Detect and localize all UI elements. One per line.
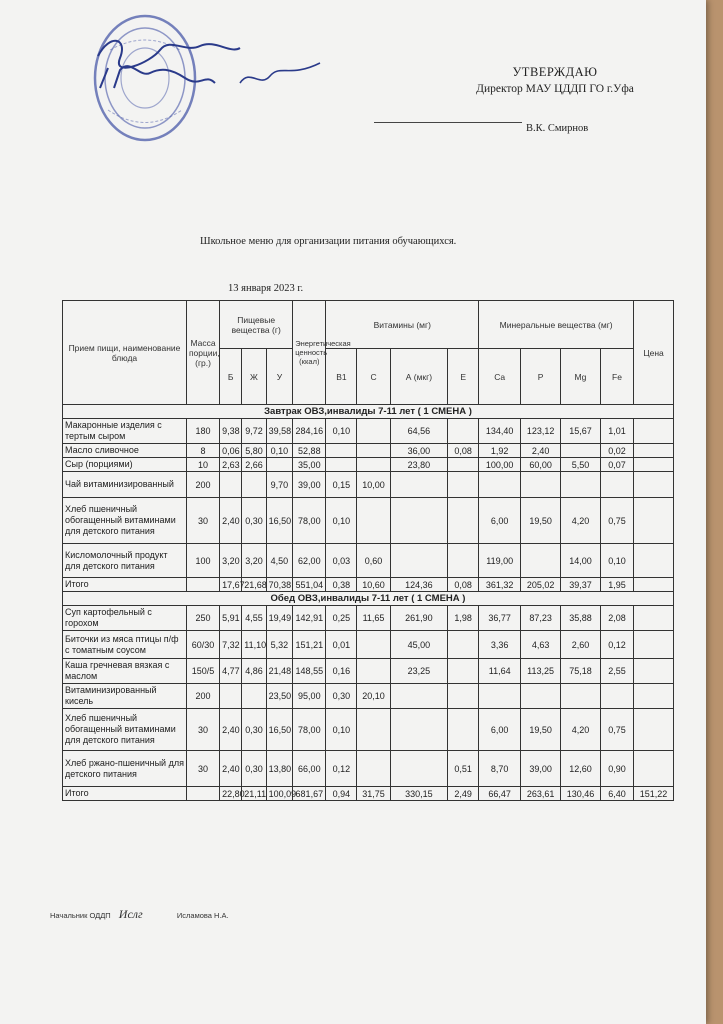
header-ca: Ca <box>479 349 521 405</box>
total-u: 100,09 <box>266 787 293 801</box>
cell-p: 87,23 <box>521 606 561 631</box>
cell-b1: 0,03 <box>326 544 357 578</box>
cell-price <box>634 606 674 631</box>
total-mass <box>186 787 219 801</box>
cell-ca <box>479 472 521 498</box>
cell-c <box>357 659 390 684</box>
header-mass: Масса порции, (гр.) <box>186 301 219 405</box>
header-p: P <box>521 349 561 405</box>
cell-energy: 78,00 <box>293 498 326 544</box>
cell-a: 64,56 <box>390 419 448 444</box>
cell-fe: 0,12 <box>600 631 633 659</box>
cell-price <box>634 419 674 444</box>
total-p: 263,61 <box>521 787 561 801</box>
cell-fe: 0,90 <box>600 751 633 787</box>
total-mass <box>186 578 219 592</box>
total-a: 330,15 <box>390 787 448 801</box>
cell-zh <box>242 684 266 709</box>
cell-e <box>448 544 479 578</box>
cell-b1: 0,30 <box>326 684 357 709</box>
cell-price <box>634 631 674 659</box>
cell-price <box>634 709 674 751</box>
cell-u: 16,50 <box>266 498 293 544</box>
cell-b: 2,40 <box>220 751 242 787</box>
cell-b: 7,32 <box>220 631 242 659</box>
cell-c <box>357 751 390 787</box>
header-e: Е <box>448 349 479 405</box>
total-b: 22,80 <box>220 787 242 801</box>
header-fe: Fe <box>600 349 633 405</box>
section-header-row <box>63 405 674 419</box>
cell-ca: 134,40 <box>479 419 521 444</box>
header-energy: Энергетическая ценность (ккал) <box>293 301 326 405</box>
cell-u: 0,10 <box>266 444 293 458</box>
total-u: 70,38 <box>266 578 293 592</box>
cell-zh: 9,72 <box>242 419 266 444</box>
cell-c: 20,10 <box>357 684 390 709</box>
approval-block <box>440 64 670 98</box>
dish-name: Хлеб пшеничный обогащенный витаминами для детского питания <box>63 498 187 544</box>
cell-c: 10,00 <box>357 472 390 498</box>
total-zh: 21,11 <box>242 787 266 801</box>
section-header-row <box>63 592 674 606</box>
total-b1: 0,94 <box>326 787 357 801</box>
cell-energy: 142,91 <box>293 606 326 631</box>
cell-a: 23,80 <box>390 458 448 472</box>
approval-handwritten-signature <box>90 28 330 108</box>
cell-ca: 1,92 <box>479 444 521 458</box>
total-mg: 39,37 <box>561 578 601 592</box>
cell-e: 0,08 <box>448 444 479 458</box>
cell-fe <box>600 472 633 498</box>
cell-a <box>390 751 448 787</box>
cell-fe: 2,08 <box>600 606 633 631</box>
cell-e <box>448 498 479 544</box>
total-label: Итого <box>63 578 187 592</box>
cell-c: 11,65 <box>357 606 390 631</box>
footer-signoff <box>50 907 229 922</box>
cell-b: 2,40 <box>220 709 242 751</box>
cell-p: 113,25 <box>521 659 561 684</box>
cell-fe: 0,75 <box>600 709 633 751</box>
cell-ca: 3,36 <box>479 631 521 659</box>
cell-u: 9,70 <box>266 472 293 498</box>
cell-c <box>357 458 390 472</box>
cell-b: 4,77 <box>220 659 242 684</box>
cell-mass: 200 <box>186 684 219 709</box>
table-row <box>63 709 674 751</box>
cell-b <box>220 684 242 709</box>
total-row <box>63 787 674 801</box>
dish-name: Кисломолочный продукт для детского питания <box>63 544 187 578</box>
cell-e <box>448 709 479 751</box>
cell-b: 2,40 <box>220 498 242 544</box>
document-date: 13 января 2023 г. <box>228 283 304 294</box>
header-vitamins: Витамины (мг) <box>326 301 479 349</box>
table-row <box>63 684 674 709</box>
cell-b: 0,06 <box>220 444 242 458</box>
cell-price <box>634 458 674 472</box>
cell-energy: 284,16 <box>293 419 326 444</box>
cell-energy: 151,21 <box>293 631 326 659</box>
cell-p <box>521 544 561 578</box>
cell-fe: 2,55 <box>600 659 633 684</box>
section-title: Завтрак ОВЗ,инвалиды 7-11 лет ( 1 СМЕНА ) <box>63 405 674 419</box>
cell-price <box>634 544 674 578</box>
footer-name: Исламова Н.А. <box>176 911 229 920</box>
section-title: Обед ОВЗ,инвалиды 7-11 лет ( 1 СМЕНА ) <box>63 592 674 606</box>
cell-zh: 3,20 <box>242 544 266 578</box>
menu-table <box>62 300 674 801</box>
cell-zh: 2,66 <box>242 458 266 472</box>
total-price <box>634 578 674 592</box>
dish-name: Макаронные изделия с тертым сыром <box>63 419 187 444</box>
cell-price <box>634 751 674 787</box>
cell-mass: 10 <box>186 458 219 472</box>
cell-e: 1,98 <box>448 606 479 631</box>
cell-a: 261,90 <box>390 606 448 631</box>
total-a: 124,36 <box>390 578 448 592</box>
cell-a <box>390 544 448 578</box>
total-e: 0,08 <box>448 578 479 592</box>
cell-b1 <box>326 458 357 472</box>
cell-ca: 119,00 <box>479 544 521 578</box>
total-zh: 21,68 <box>242 578 266 592</box>
header-zh: Ж <box>242 349 266 405</box>
cell-a <box>390 709 448 751</box>
cell-price <box>634 498 674 544</box>
cell-mass: 30 <box>186 498 219 544</box>
cell-a <box>390 684 448 709</box>
table-row <box>63 751 674 787</box>
dish-name: Хлеб ржано-пшеничный для детского питания <box>63 751 187 787</box>
cell-energy: 52,88 <box>293 444 326 458</box>
cell-mg: 15,67 <box>561 419 601 444</box>
total-energy: 681,67 <box>293 787 326 801</box>
cell-b1: 0,10 <box>326 498 357 544</box>
cell-p: 39,00 <box>521 751 561 787</box>
header-minerals: Минеральные вещества (мг) <box>479 301 634 349</box>
header-mg: Mg <box>561 349 601 405</box>
cell-mg <box>561 684 601 709</box>
cell-zh: 0,30 <box>242 709 266 751</box>
total-row <box>63 578 674 592</box>
cell-u: 5,32 <box>266 631 293 659</box>
cell-mg: 4,20 <box>561 709 601 751</box>
cell-mass: 150/5 <box>186 659 219 684</box>
table-row <box>63 458 674 472</box>
total-mg: 130,46 <box>561 787 601 801</box>
cell-a: 45,00 <box>390 631 448 659</box>
cell-mass: 30 <box>186 709 219 751</box>
approval-position: Директор МАУ ЦДДП ГО г.Уфа <box>476 83 634 95</box>
table-row <box>63 631 674 659</box>
cell-mg: 4,20 <box>561 498 601 544</box>
total-ca: 361,32 <box>479 578 521 592</box>
cell-ca: 6,00 <box>479 709 521 751</box>
cell-b1: 0,10 <box>326 419 357 444</box>
cell-zh: 5,80 <box>242 444 266 458</box>
cell-mg: 5,50 <box>561 458 601 472</box>
cell-ca <box>479 684 521 709</box>
cell-ca: 6,00 <box>479 498 521 544</box>
total-e: 2,49 <box>448 787 479 801</box>
total-energy: 551,04 <box>293 578 326 592</box>
cell-p <box>521 472 561 498</box>
cell-mass: 100 <box>186 544 219 578</box>
cell-mass: 250 <box>186 606 219 631</box>
header-price: Цена <box>634 301 674 405</box>
header-u: У <box>266 349 293 405</box>
cell-e <box>448 419 479 444</box>
cell-u: 23,50 <box>266 684 293 709</box>
cell-a: 36,00 <box>390 444 448 458</box>
cell-u: 13,80 <box>266 751 293 787</box>
header-c: С <box>357 349 390 405</box>
cell-mg: 12,60 <box>561 751 601 787</box>
total-fe: 6,40 <box>600 787 633 801</box>
cell-c <box>357 709 390 751</box>
cell-energy: 66,00 <box>293 751 326 787</box>
cell-b: 2,63 <box>220 458 242 472</box>
cell-b1: 0,16 <box>326 659 357 684</box>
cell-p <box>521 684 561 709</box>
total-c: 31,75 <box>357 787 390 801</box>
cell-c <box>357 498 390 544</box>
cell-ca: 100,00 <box>479 458 521 472</box>
cell-mass: 8 <box>186 444 219 458</box>
dish-name: Масло сливочное <box>63 444 187 458</box>
cell-c <box>357 631 390 659</box>
approval-title: УТВЕРЖДАЮ <box>512 65 598 79</box>
cell-energy: 62,00 <box>293 544 326 578</box>
cell-p: 2,40 <box>521 444 561 458</box>
cell-fe: 0,07 <box>600 458 633 472</box>
dish-name: Сыр (порциями) <box>63 458 187 472</box>
header-nutrients: Пищевые вещества (г) <box>220 301 293 349</box>
cell-b1: 0,12 <box>326 751 357 787</box>
cell-zh: 0,30 <box>242 751 266 787</box>
document-title: Школьное меню для организации питания обучающихся. <box>200 236 457 247</box>
total-label: Итого <box>63 787 187 801</box>
cell-mass: 30 <box>186 751 219 787</box>
cell-zh: 11,10 <box>242 631 266 659</box>
cell-fe: 0,02 <box>600 444 633 458</box>
cell-e <box>448 659 479 684</box>
cell-mg: 75,18 <box>561 659 601 684</box>
table-row <box>63 544 674 578</box>
cell-energy: 148,55 <box>293 659 326 684</box>
cell-u: 4,50 <box>266 544 293 578</box>
header-b1: В1 <box>326 349 357 405</box>
cell-zh: 4,55 <box>242 606 266 631</box>
cell-a: 23,25 <box>390 659 448 684</box>
cell-energy: 35,00 <box>293 458 326 472</box>
total-fe: 1,95 <box>600 578 633 592</box>
cell-b1: 0,01 <box>326 631 357 659</box>
cell-price <box>634 444 674 458</box>
cell-ca: 8,70 <box>479 751 521 787</box>
cell-b1: 0,25 <box>326 606 357 631</box>
cell-b1: 0,15 <box>326 472 357 498</box>
cell-fe: 1,01 <box>600 419 633 444</box>
cell-u: 21,48 <box>266 659 293 684</box>
cell-p: 19,50 <box>521 498 561 544</box>
cell-energy: 39,00 <box>293 472 326 498</box>
dish-name: Каша гречневая вязкая с маслом <box>63 659 187 684</box>
cell-mg: 2,60 <box>561 631 601 659</box>
cell-u: 39,58 <box>266 419 293 444</box>
cell-price <box>634 684 674 709</box>
cell-price <box>634 472 674 498</box>
cell-mass: 200 <box>186 472 219 498</box>
cell-c <box>357 444 390 458</box>
dish-name: Биточки из мяса птицы п/ф с томатным соусом <box>63 631 187 659</box>
cell-c: 0,60 <box>357 544 390 578</box>
cell-energy: 95,00 <box>293 684 326 709</box>
cell-e <box>448 472 479 498</box>
cell-ca: 11,64 <box>479 659 521 684</box>
header-a: А (мкг) <box>390 349 448 405</box>
menu-table-body <box>63 405 674 801</box>
cell-mass: 60/30 <box>186 631 219 659</box>
approval-name: В.К. Смирнов <box>526 123 589 134</box>
cell-fe <box>600 684 633 709</box>
table-row <box>63 444 674 458</box>
total-b: 17,67 <box>220 578 242 592</box>
cell-fe: 0,75 <box>600 498 633 544</box>
cell-p: 123,12 <box>521 419 561 444</box>
cell-b1 <box>326 444 357 458</box>
cell-ca: 36,77 <box>479 606 521 631</box>
footer-signature: Ислг <box>118 907 143 921</box>
total-b1: 0,38 <box>326 578 357 592</box>
total-p: 205,02 <box>521 578 561 592</box>
total-ca: 66,47 <box>479 787 521 801</box>
total-price: 151,22 <box>634 787 674 801</box>
cell-mass: 180 <box>186 419 219 444</box>
cell-mg <box>561 444 601 458</box>
cell-zh: 0,30 <box>242 498 266 544</box>
cell-e <box>448 458 479 472</box>
footer-position: Начальник ОДДП <box>50 911 111 920</box>
cell-mg: 14,00 <box>561 544 601 578</box>
cell-zh: 4,86 <box>242 659 266 684</box>
cell-u: 16,50 <box>266 709 293 751</box>
table-row <box>63 659 674 684</box>
cell-u <box>266 458 293 472</box>
table-row <box>63 498 674 544</box>
dish-name: Хлеб пшеничный обогащенный витаминами для детского питания <box>63 709 187 751</box>
cell-a <box>390 498 448 544</box>
dish-name: Чай витаминизированный <box>63 472 187 498</box>
cell-mg: 35,88 <box>561 606 601 631</box>
approval-signature-line <box>374 122 522 123</box>
cell-p: 4,63 <box>521 631 561 659</box>
cell-c <box>357 419 390 444</box>
cell-energy: 78,00 <box>293 709 326 751</box>
cell-e <box>448 684 479 709</box>
total-c: 10,60 <box>357 578 390 592</box>
cell-zh <box>242 472 266 498</box>
cell-b1: 0,10 <box>326 709 357 751</box>
cell-b <box>220 472 242 498</box>
cell-b: 5,91 <box>220 606 242 631</box>
table-row <box>63 419 674 444</box>
cell-p: 19,50 <box>521 709 561 751</box>
dish-name: Витаминизированный кисель <box>63 684 187 709</box>
cell-price <box>634 659 674 684</box>
header-dish: Прием пищи, наименование блюда <box>63 301 187 405</box>
cell-mg <box>561 472 601 498</box>
cell-e <box>448 631 479 659</box>
dish-name: Суп картофельный с горохом <box>63 606 187 631</box>
table-row <box>63 472 674 498</box>
header-b: Б <box>220 349 242 405</box>
cell-b: 3,20 <box>220 544 242 578</box>
table-row <box>63 606 674 631</box>
cell-e: 0,51 <box>448 751 479 787</box>
cell-a <box>390 472 448 498</box>
cell-p: 60,00 <box>521 458 561 472</box>
cell-u: 19,49 <box>266 606 293 631</box>
cell-b: 9,38 <box>220 419 242 444</box>
cell-fe: 0,10 <box>600 544 633 578</box>
